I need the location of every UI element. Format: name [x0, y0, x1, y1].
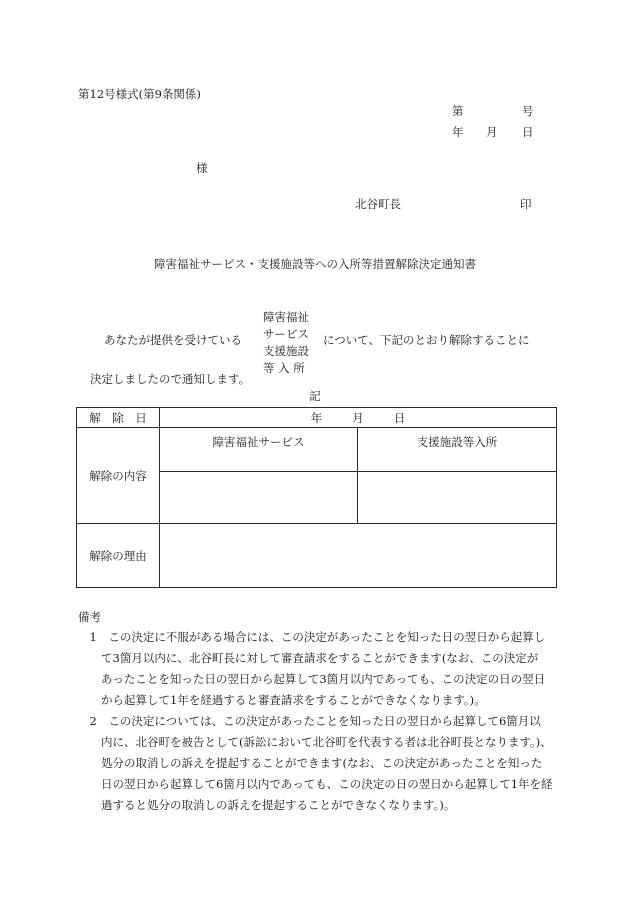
cancel-date-year: 年 [310, 410, 323, 425]
cancel-reason-cell[interactable] [160, 524, 557, 588]
note-line: て3箇月以内に、北谷町長に対して審査請求をすることができます(なお、この決定が [78, 651, 539, 665]
date-day: 日 [522, 125, 534, 139]
date-month: 月 [486, 125, 498, 139]
cancel-date-day: 日 [393, 410, 406, 425]
ki-heading: 記 [309, 389, 321, 403]
note-line: 処分の取消しの訴えを提起することができます(なお、この決定があったことを知った [78, 756, 543, 770]
content-header-service: 障害福祉サービス [160, 428, 358, 472]
note-line: 内に、北谷町を被告として(訴訟において北谷町を代表する者は北谷町長となります。)、 [78, 735, 552, 749]
cancel-date-label: 解 除 日 [77, 408, 160, 428]
service-type-stack [263, 309, 309, 377]
note-line: 日の翌日から起算して6箇月以内であっても、この決定の日の翌日から起算して1年を経 [78, 777, 553, 791]
service-stack-line: 等 入 所 [263, 361, 305, 375]
body-continuation: について、下記のとおり解除することに [323, 333, 530, 347]
service-stack-line: 障害福祉 [263, 310, 309, 324]
notes-title: 備考 [78, 610, 101, 624]
date-year: 年 [452, 125, 464, 139]
note-line: 1 この決定に不服がある場合には、この決定があったことを知った日の翌日から起算し [78, 630, 546, 644]
cancel-date-month: 月 [352, 410, 364, 425]
service-stack-line: サービス [263, 327, 309, 341]
doc-number-prefix: 第 [452, 104, 464, 118]
cancel-date-value[interactable] [160, 408, 557, 428]
note-item-1 [78, 627, 556, 711]
body-lead: あなたが提供を受けている [104, 333, 242, 347]
content-service-cell[interactable] [160, 472, 358, 524]
cancellation-table [76, 407, 557, 588]
note-line: から起算して1年を経過すると審査請求をすることができなくなります。)。 [78, 693, 486, 707]
addressee-suffix: 様 [196, 161, 208, 175]
note-line: あったことを知った日の翌日から起算して3箇月以内であっても、この決定の日の翌日 [78, 672, 546, 686]
note-item-2 [78, 711, 556, 816]
note-line: 2 この決定については、この決定があったことを知った日の翌日から起算して6箇月以 [78, 714, 541, 728]
content-header-facility: 支援施設等入所 [358, 428, 557, 472]
cancel-content-label: 解除の内容 [77, 428, 160, 524]
issuer-name: 北谷町長 [355, 197, 401, 211]
form-number: 第12号様式(第9条関係) [78, 87, 201, 101]
service-stack-line: 支援施設 [263, 344, 309, 358]
document-title: 障害福祉サービス・支援施設等への入所等措置解除決定通知書 [154, 257, 476, 271]
cancel-reason-label: 解除の理由 [77, 524, 160, 588]
doc-number-suffix: 号 [522, 104, 534, 118]
note-line: 過すると処分の取消しの訴えを提起することができなくなります。)。 [78, 798, 456, 812]
body-line-2: 決定しましたので通知します。 [90, 372, 251, 386]
seal-mark: 印 [520, 197, 532, 211]
content-facility-cell[interactable] [358, 472, 557, 524]
